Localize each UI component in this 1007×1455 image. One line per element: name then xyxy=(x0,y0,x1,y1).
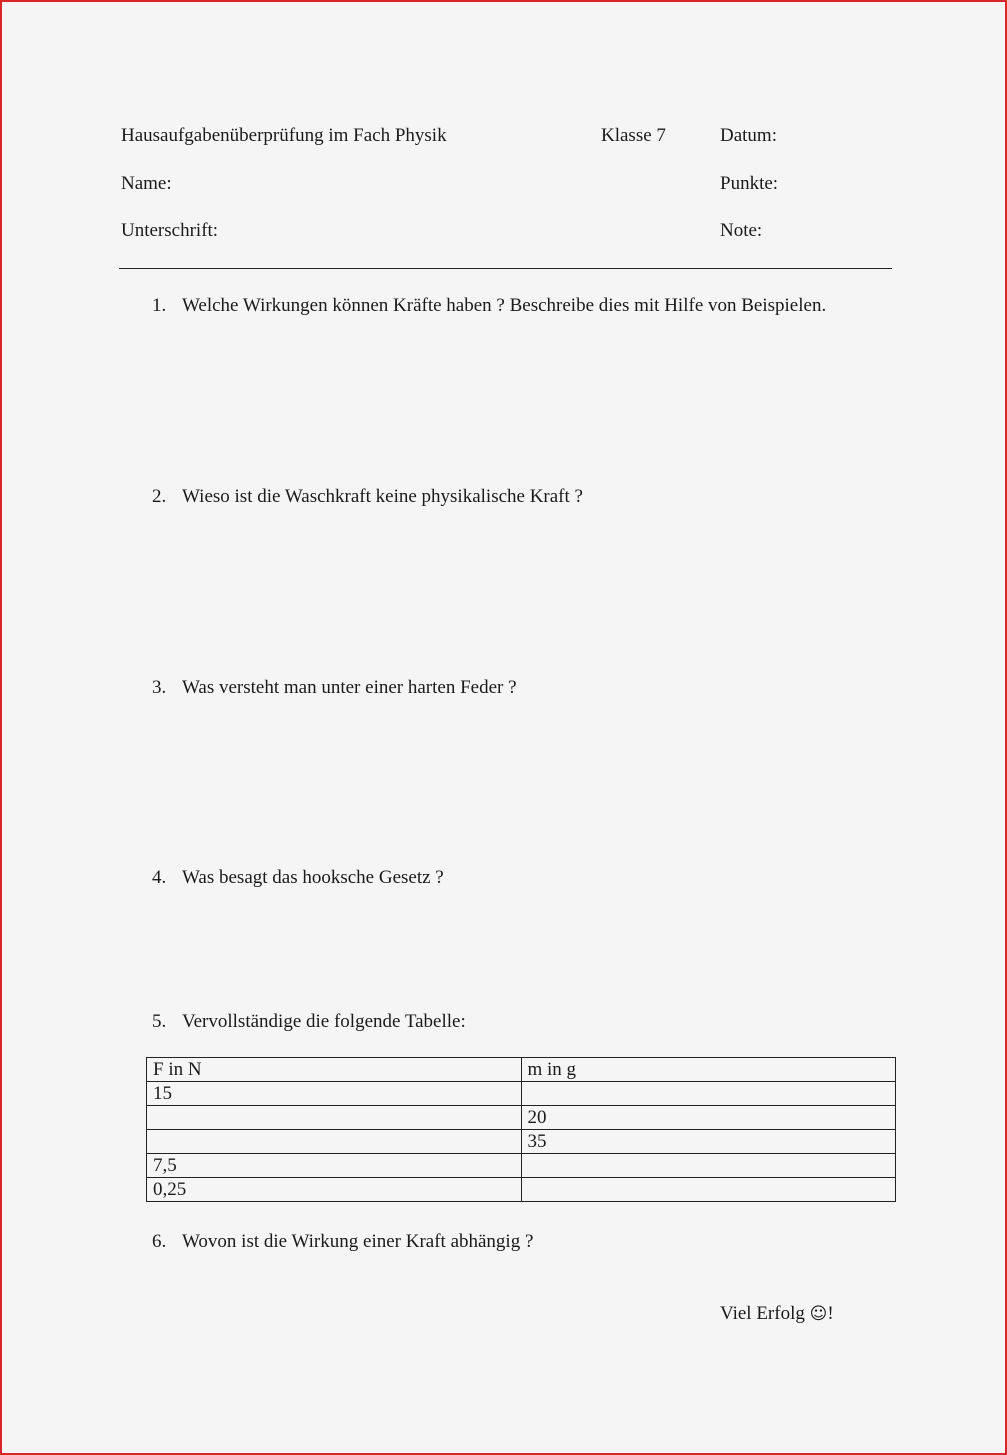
question-number: 1. xyxy=(152,295,167,316)
table-header-row xyxy=(147,1058,896,1082)
points-label: Punkte: xyxy=(720,173,779,194)
question-number: 6. xyxy=(152,1231,167,1252)
table-cell-force: 0,25 xyxy=(147,1178,522,1202)
table-row xyxy=(147,1130,896,1154)
table-row xyxy=(147,1082,896,1106)
question-text: Vervollständige die folgende Tabelle: xyxy=(182,1011,466,1032)
closing-exclamation: ! xyxy=(827,1303,834,1324)
table-cell-force: 15 xyxy=(147,1082,522,1106)
closing-text: Viel Erfolg xyxy=(720,1303,810,1324)
table-cell-mass xyxy=(521,1178,896,1202)
table-cell-mass: 20 xyxy=(521,1106,896,1130)
question-text: Wieso ist die Waschkraft keine physikalische Kraft ? xyxy=(182,486,583,507)
table-cell-mass: 35 xyxy=(521,1130,896,1154)
table-cell-force xyxy=(147,1106,522,1130)
table-cell-force xyxy=(147,1130,522,1154)
question-3 xyxy=(152,677,517,699)
table-cell-force: 7,5 xyxy=(147,1154,522,1178)
closing-message xyxy=(720,1303,834,1325)
worksheet-title: Hausaufgabenüberprüfung im Fach Physik xyxy=(121,125,447,146)
question-number: 2. xyxy=(152,486,167,507)
signature-label: Unterschrift: xyxy=(121,220,219,241)
question-text: Was besagt das hooksche Gesetz ? xyxy=(182,867,444,888)
table-header-force: F in N xyxy=(147,1058,522,1082)
table-header-mass: m in g xyxy=(521,1058,896,1082)
name-label: Name: xyxy=(121,173,172,194)
question-number: 4. xyxy=(152,867,167,888)
force-mass-table xyxy=(146,1057,896,1202)
question-number: 3. xyxy=(152,677,167,698)
table-cell-mass xyxy=(521,1082,896,1106)
question-5 xyxy=(152,1011,466,1033)
table-row xyxy=(147,1106,896,1130)
class-label: Klasse 7 xyxy=(601,125,666,146)
table-cell-mass xyxy=(521,1154,896,1178)
question-4 xyxy=(152,867,444,889)
question-text: Was versteht man unter einer harten Feder ? xyxy=(182,677,517,698)
question-text: Welche Wirkungen können Kräfte haben ? Beschreibe dies mit Hilfe von Beispielen. xyxy=(182,295,827,316)
header-divider xyxy=(119,268,892,269)
grade-label: Note: xyxy=(720,220,763,241)
table-row xyxy=(147,1178,896,1202)
question-2 xyxy=(152,486,583,508)
question-6 xyxy=(152,1231,533,1253)
date-label: Datum: xyxy=(720,125,777,146)
question-1 xyxy=(152,295,826,317)
question-text: Wovon ist die Wirkung einer Kraft abhängig ? xyxy=(182,1231,534,1252)
question-number: 5. xyxy=(152,1011,167,1032)
smiley-icon: ☺ xyxy=(809,1304,828,1324)
table-row xyxy=(147,1154,896,1178)
